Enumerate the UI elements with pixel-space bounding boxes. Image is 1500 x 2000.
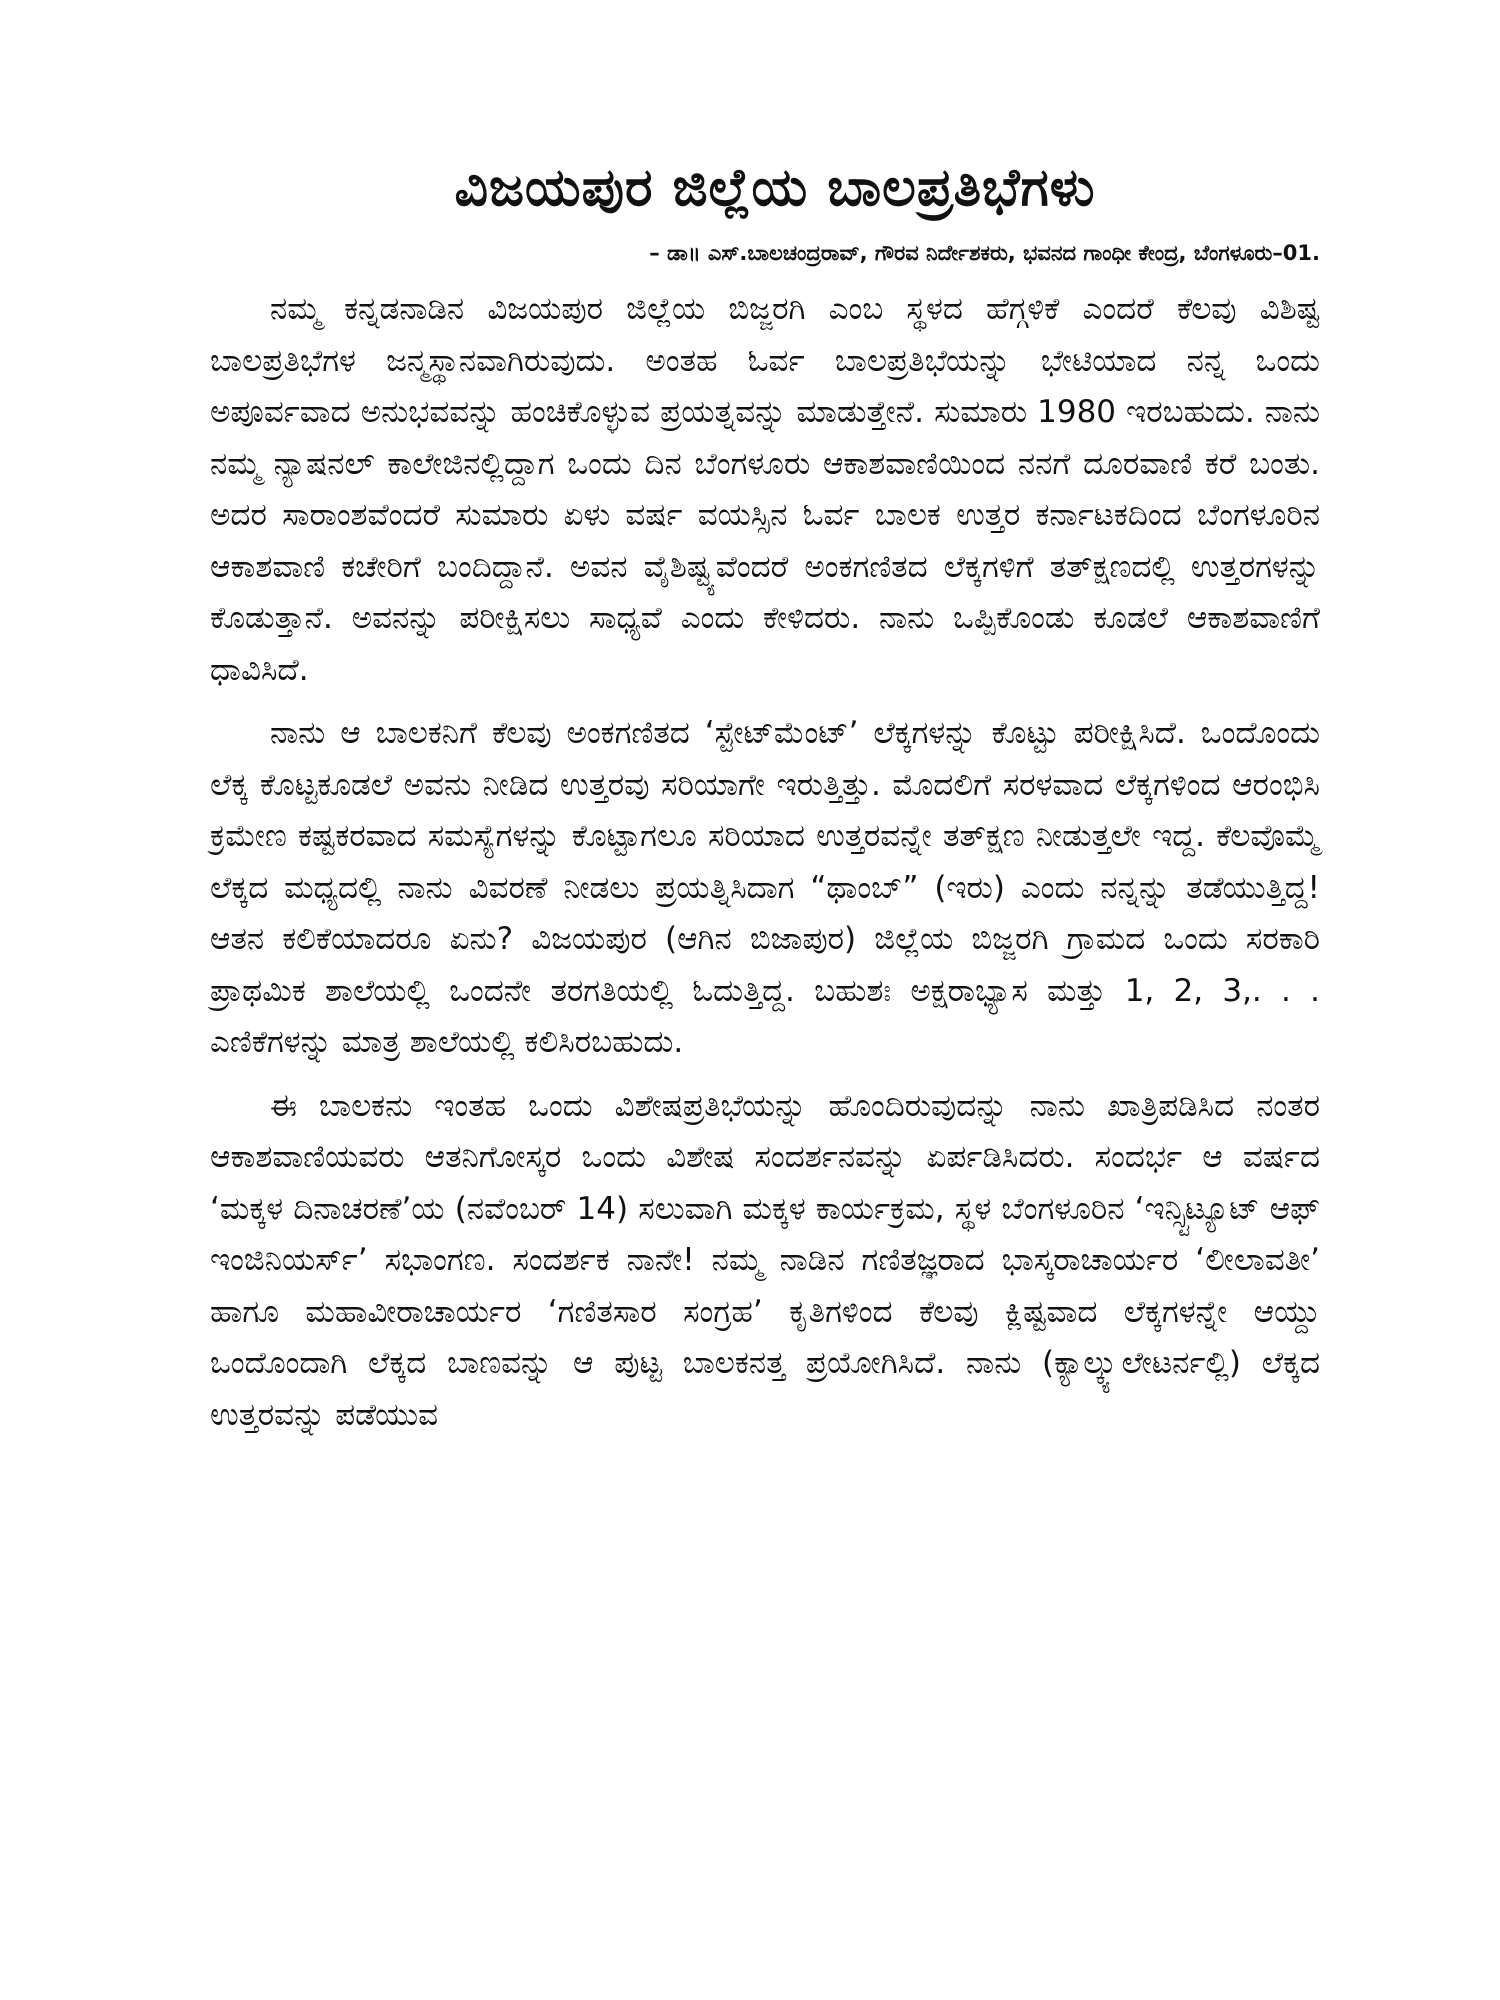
paragraph-2: ನಾನು ಆ ಬಾಲಕನಿಗೆ ಕೆಲವು ಅಂಕಗಣಿತದ ‘ಸ್ಟೇಟ್‌ಮೆಂಟ್’ ಲೆಕ್ಕಗಳನ್ನು ಕೊಟ್ಟು ಪರೀಕ್ಷಿಸಿದೆ. ಒಂದೊಂದು ಲೆಕ್ಕ ಕೊಟ್ಟಕೂಡಲೆ ಅವನು ನೀಡಿದ ಉತ್ತರವು ಸರಿಯಾಗೇ ಇರುತ್ತಿತ್ತು. ಮೊದಲಿಗೆ ಸರಳವಾದ ಲೆಕ್ಕಗಳಿಂದ ಆರಂಭಿಸಿ ಕ್ರಮೇಣ ಕಷ್ಟಕರವಾದ ಸಮಸ್ಯೆಗಳನ್ನು ಕೊಟ್ಟಾಗಲೂ ಸರಿಯಾದ ಉತ್ತರವನ್ನೇ ತತ್‌ಕ್ಷಣ ನೀಡುತ್ತಲೇ ಇದ್ದ. ಕೆಲವೊಮ್ಮೆ ಲೆಕ್ಕದ ಮಧ್ಯದಲ್ಲಿ ನಾನು ವಿವರಣೆ ನೀಡಲು ಪ್ರಯತ್ನಿಸಿದಾಗ “ಥಾಂಬ್” (ಇರು) ಎಂದು ನನ್ನನ್ನು ತಡೆಯುತ್ತಿದ್ದ! ಆತನ ಕಲಿಕೆಯಾದರೂ ಏನು? ವಿಜಯಪುರ (ಆಗಿನ ಬಿಜಾಪುರ) ಜಿಲ್ಲೆಯ ಬಿಜ್ಜರಗಿ ಗ್ರಾಮದ ಒಂದು ಸರಕಾರಿ ಪ್ರಾಥಮಿಕ ಶಾಲೆಯಲ್ಲಿ ಒಂದನೇ ತರಗತಿಯಲ್ಲಿ ಓದುತ್ತಿದ್ದ. ಬಹುಶಃ ಅಕ್ಷರಾಭ್ಯಾಸ ಮತ್ತು 1, 2, 3,. . . ಎಣಿಕೆಗಳನ್ನು ಮಾತ್ರ ಶಾಲೆಯಲ್ಲಿ ಕಲಿಸಿರಬಹುದು. — [210, 715, 1320, 1060]
document-page — [210, 150, 1320, 1453]
author-byline: – ಡಾ॥ ಎಸ್.ಬಾಲಚಂದ್ರರಾವ್, ಗೌರವ ನಿರ್ದೇಶಕರು, ಭವನದ ಗಾಂಧೀ ಕೇಂದ್ರ, ಬೆಂಗಳೂರು–01. — [649, 241, 1320, 265]
paragraph-1: ನಮ್ಮ ಕನ್ನಡನಾಡಿನ ವಿಜಯಪುರ ಜಿಲ್ಲೆಯ ಬಿಜ್ಜರಗಿ ಎಂಬ ಸ್ಥಳದ ಹೆಗ್ಗಳಿಕೆ ಎಂದರೆ ಕೆಲವು ವಿಶಿಷ್ಟ ಬಾಲಪ್ರತಿಭೆಗಳ ಜನ್ಮಸ್ಥಾನವಾಗಿರುವುದು. ಅಂತಹ ಓರ್ವ ಬಾಲಪ್ರತಿಭೆಯನ್ನು ಭೇಟಿಯಾದ ನನ್ನ ಒಂದು ಅಪೂರ್ವವಾದ ಅನುಭವವನ್ನು ಹಂಚಿಕೊಳ್ಳುವ ಪ್ರಯತ್ನವನ್ನು ಮಾಡುತ್ತೇನೆ. ಸುಮಾರು 1980 ಇರಬಹುದು. ನಾನು ನಮ್ಮ ನ್ಯಾಷನಲ್ ಕಾಲೇಜಿನಲ್ಲಿದ್ದಾಗ ಒಂದು ದಿನ ಬೆಂಗಳೂರು ಆಕಾಶವಾಣಿಯಿಂದ ನನಗೆ ದೂರವಾಣಿ ಕರೆ ಬಂತು. ಅದರ ಸಾರಾಂಶವೆಂದರೆ ಸುಮಾರು ಏಳು ವರ್ಷ ವಯಸ್ಸಿನ ಓರ್ವ ಬಾಲಕ ಉತ್ತರ ಕರ್ನಾಟಕದಿಂದ ಬೆಂಗಳೂರಿನ ಆಕಾಶವಾಣಿ ಕಚೇರಿಗೆ ಬಂದಿದ್ದಾನೆ. ಅವನ ವೈಶಿಷ್ಟ್ಯವೆಂದರೆ ಅಂಕಗಣಿತದ ಲೆಕ್ಕಗಳಿಗೆ ತತ್‌ಕ್ಷಣದಲ್ಲಿ ಉತ್ತರಗಳನ್ನು ಕೊಡುತ್ತಾನೆ. ಅವನನ್ನು ಪರೀಕ್ಷಿಸಲು ಸಾಧ್ಯವೆ ಎಂದು ಕೇಳಿದರು. ನಾನು ಒಪ್ಪಿಕೊಂಡು ಕೂಡಲೆ ಆಕಾಶವಾಣಿಗೆ ಧಾವಿಸಿದೆ. — [210, 291, 1320, 688]
article-title: ವಿಜಯಪುರ ಜಿಲ್ಲೆಯ ಬಾಲಪ್ರತಿಭೆಗಳು — [454, 158, 1096, 218]
paragraph-3: ಈ ಬಾಲಕನು ಇಂತಹ ಒಂದು ವಿಶೇಷಪ್ರತಿಭೆಯನ್ನು ಹೊಂದಿರುವುದನ್ನು ನಾನು ಖಾತ್ರಿಪಡಿಸಿದ ನಂತರ ಆಕಾಶವಾಣಿಯವರು ಆತನಿಗೋಸ್ಕರ ಒಂದು ವಿಶೇಷ ಸಂದರ್ಶನವನ್ನು ಏರ್ಪಡಿಸಿದರು. ಸಂದರ್ಭ ಆ ವರ್ಷದ ‘ಮಕ್ಕಳ ದಿನಾಚರಣೆ’ಯ (ನವೆಂಬರ್ 14) ಸಲುವಾಗಿ ಮಕ್ಕಳ ಕಾರ್ಯಕ್ರಮ, ಸ್ಥಳ ಬೆಂಗಳೂರಿನ ‘ಇನ್ಸ್ಟಿಟ್ಯೂಟ್ ಆಫ್ ಇಂಜಿನಿಯರ್ಸ್’ ಸಭಾಂಗಣ. ಸಂದರ್ಶಕ ನಾನೇ! ನಮ್ಮ ನಾಡಿನ ಗಣಿತಜ್ಞರಾದ ಭಾಸ್ಕರಾಚಾರ್ಯರ ‘ಲೀಲಾವತೀ’ ಹಾಗೂ ಮಹಾವೀರಾಚಾರ್ಯರ ‘ಗಣಿತಸಾರ ಸಂಗ್ರಹ’ ಕೃತಿಗಳಿಂದ ಕೆಲವು ಕ್ಲಿಷ್ಟವಾದ ಲೆಕ್ಕಗಳನ್ನೇ ಆಯ್ದು ಒಂದೊಂದಾಗಿ ಲೆಕ್ಕದ ಬಾಣವನ್ನು ಆ ಪುಟ್ಟ ಬಾಲಕನತ್ತ ಪ್ರಯೋಗಿಸಿದೆ. ನಾನು (ಕ್ಯಾಲ್ಕ್ಯುಲೇಟರ್ನಲ್ಲಿ) ಲೆಕ್ಕದ ಉತ್ತರವನ್ನು ಪಡೆಯುವ — [210, 1087, 1320, 1433]
